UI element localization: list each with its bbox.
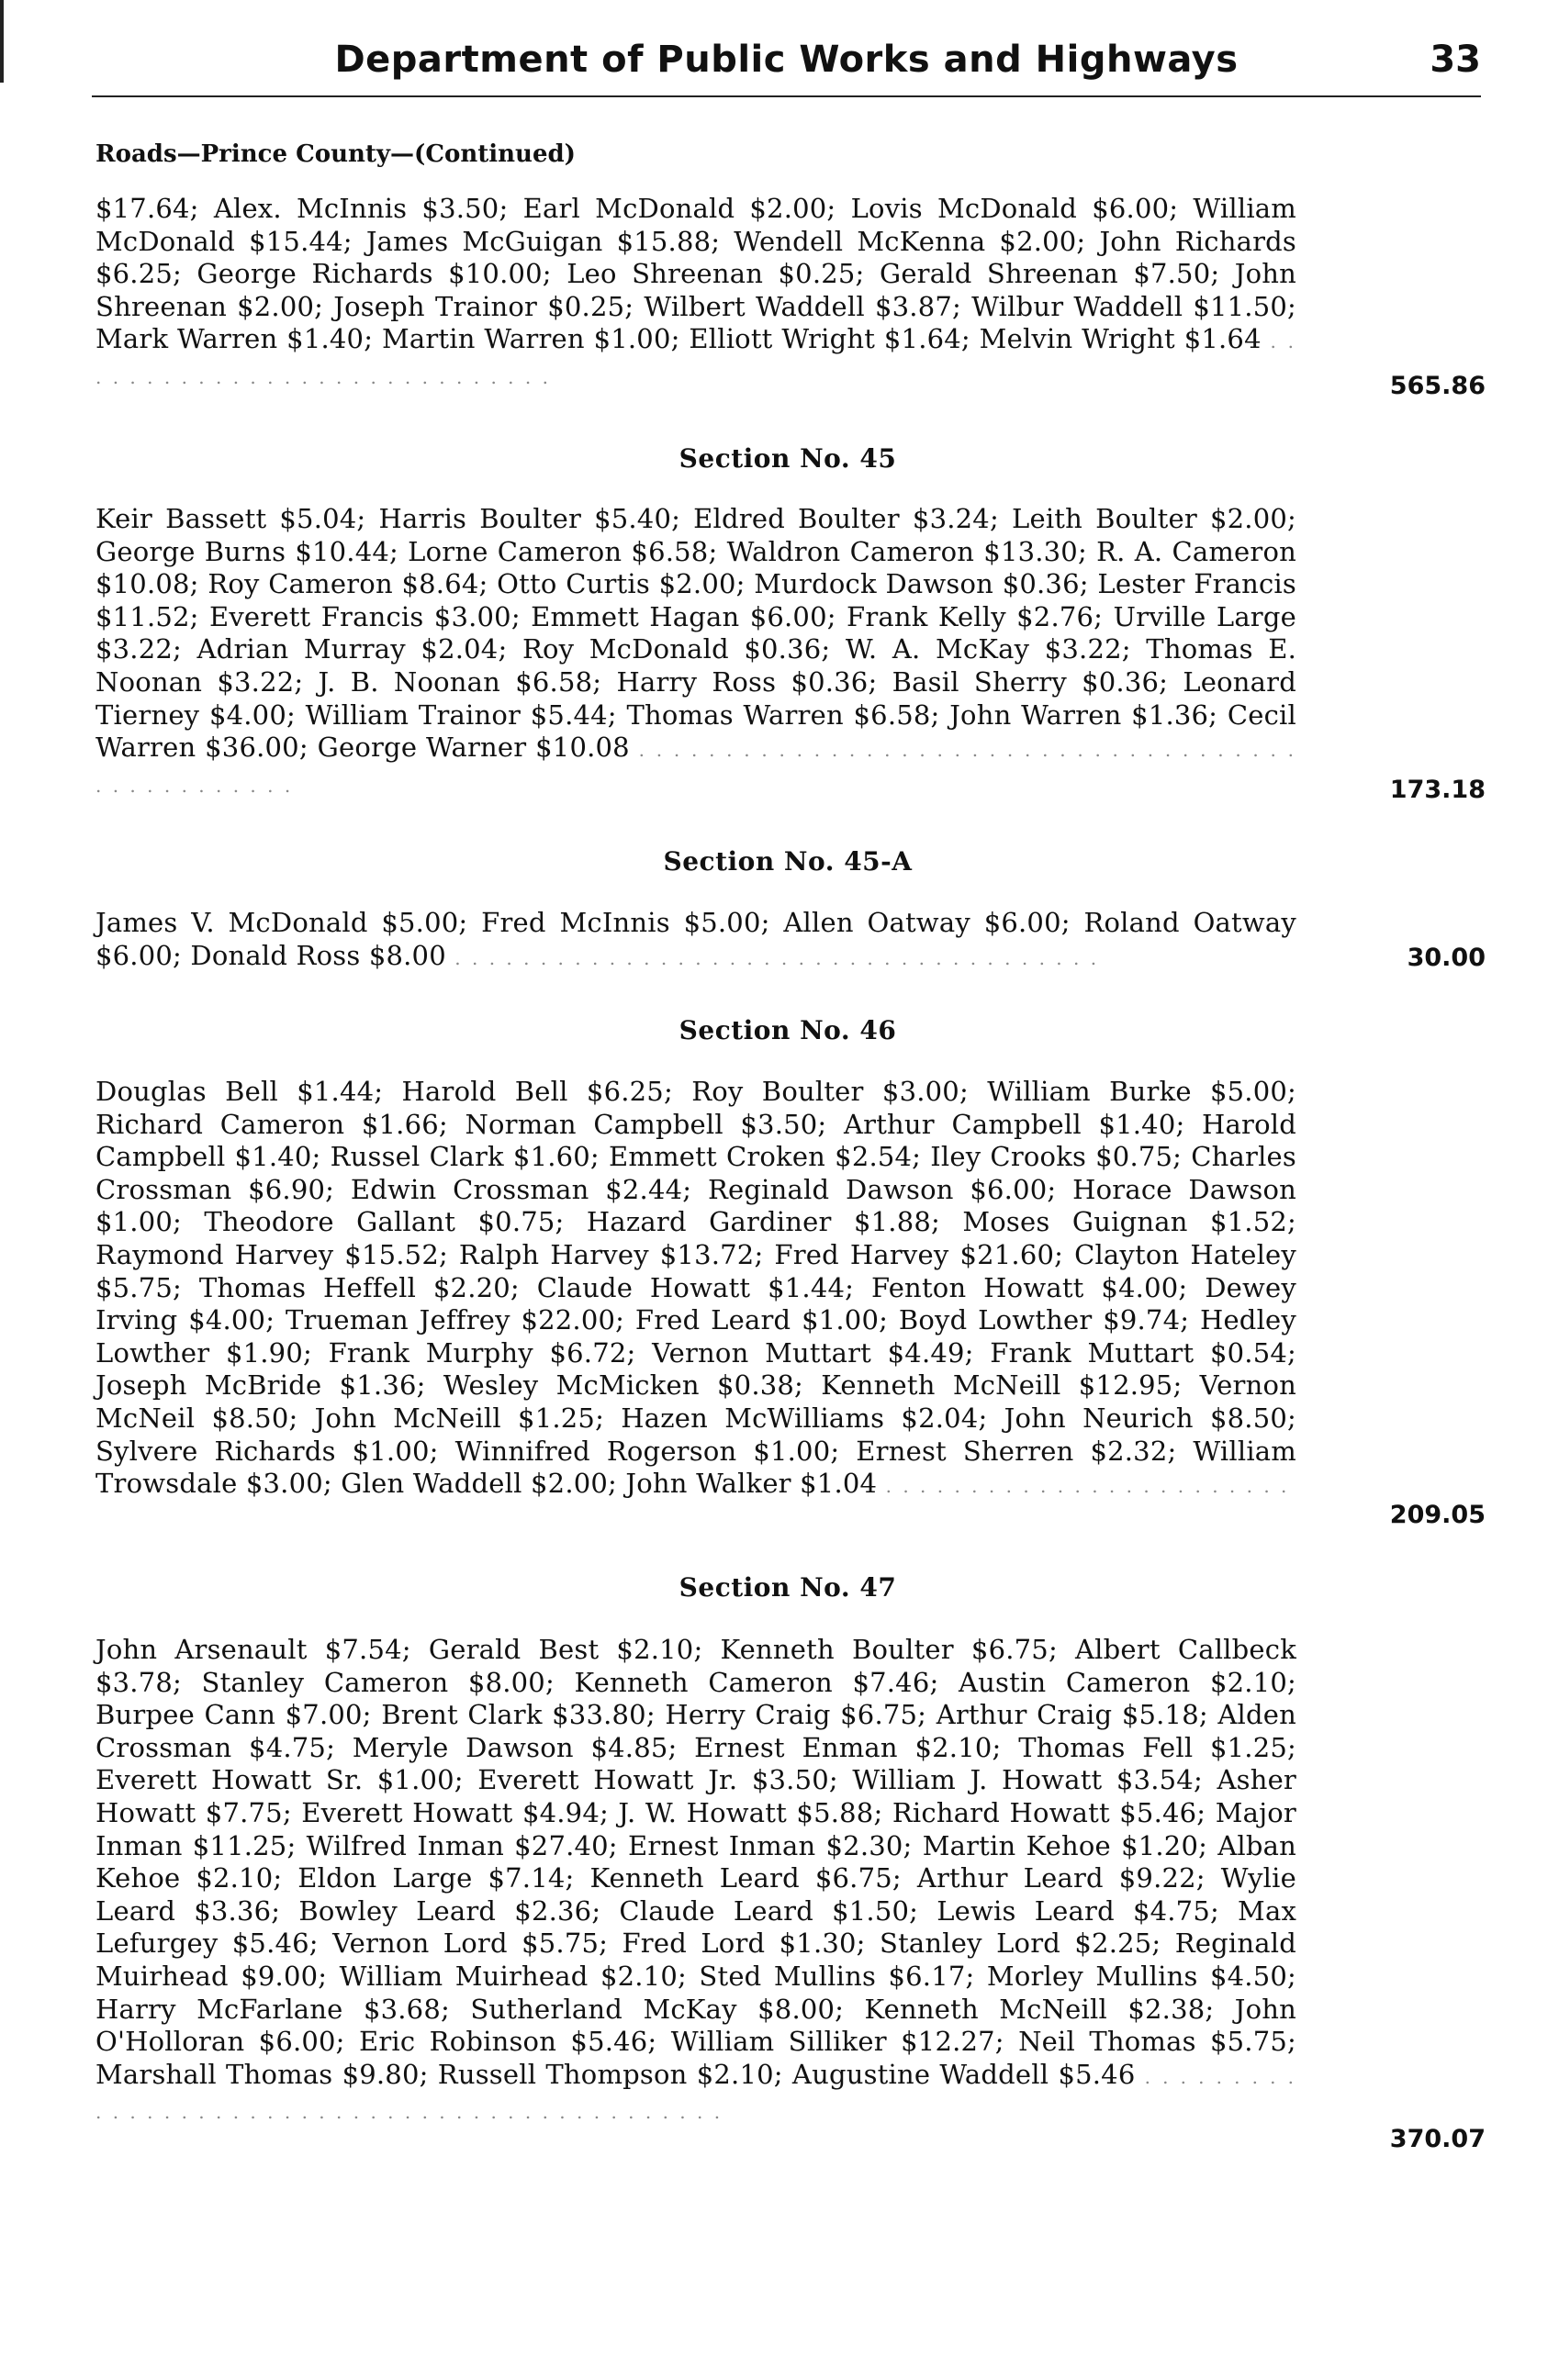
header-rule xyxy=(92,95,1481,97)
dot-leader: . . . . . . . . . . . . . . . . . . . . . . . . . . . . . . . . . . . . . . xyxy=(454,946,1100,969)
dot-leader: . . . . . . . . . . . . . . . . . . . . . . . . . . . . . xyxy=(95,330,1297,388)
entry-section-45 xyxy=(95,503,1296,802)
entry-section-47 xyxy=(95,1634,1296,2129)
entry-continued xyxy=(95,193,1296,395)
entry-section-46 xyxy=(95,1076,1296,1503)
section-heading: Section No. 45-A xyxy=(663,846,913,877)
entry-text: Douglas Bell $1.44; Harold Bell $6.25; Roy Boulter $3.00; William Burke $5.00; Richard Cameron $1.66; Norman Campbell $3.50; Arthur Campbell $1.40; Harold Campbell $1.40; Russel Clark $1.60; Emmett Croken $2.54; Iley Crooks $0.75; Charles Crossman $6.90; Edwin Crossman $2.44; Reginald Dawson $6.00; Horace Dawson $1.00; Theodore Gallant $0.75; Hazard Gardiner $1.88; Moses Guignan $1.52; Raymond Harvey $15.52; Ralph Harvey $13.72; Fred Harvey $21.60; Clayton Hateley $5.75; Thomas Heffell $2.20; Claude Howatt $1.44; Fenton Howatt $4.00; Dewey Irving $4.00; Trueman Jeffrey $22.00; Fred Leard $1.00; Boyd Lowther $9.74; Hedley Lowther $1.90; Frank Murphy $6.72; Vernon Muttart $4.49; Frank Muttart $0.54; Joseph McBride $1.36; Wesley McMicken $0.38; Kenneth McNeill $12.95; Vernon McNeil $8.50; John McNeill $1.25; Hazen McWilliams $2.04; John Neurich $8.50; Sylvere Richards $1.00; Winnifred Rogerson $1.00; Ernest Sherren $2.32; William Trowsdale $3.00; Glen Waddell $2.00; John Walker $1.04 xyxy=(95,1076,1296,1500)
entry-text: John Arsenault $7.54; Gerald Best $2.10; Kenneth Boulter $6.75; Albert Callbeck $3.78; Stanley Cameron $8.00; Kenneth Cameron $7.46; Austin Cameron $2.10; Burpee Cann $7.00; Brent Clark $33.80; Herry Craig $6.75; Arthur Craig $5.18; Alden Crossman $4.75; Meryle Dawson $4.85; Ernest Enman $2.10; Thomas Fell $1.25; Everett Howatt Sr. $1.00; Everett Howatt Jr. $3.50; William J. Howatt $3.54; Asher Howatt $7.75; Everett Howatt $4.94; J. W. Howatt $5.88; Richard Howatt $5.46; Major Inman $11.25; Wilfred Inman $27.40; Ernest Inman $2.30; Martin Kehoe $1.20; Alban Kehoe $2.10; Eldon Large $7.14; Kenneth Leard $6.75; Arthur Leard $9.22; Wylie Leard $3.36; Bowley Leard $2.36; Claude Leard $1.50; Lewis Leard $4.75; Max Lefurgey $5.46; Vernon Lord $5.75; Fred Lord $1.30; Stanley Lord $2.25; Reginald Muirhead $9.00; William Muirhead $2.10; Sted Mullins $6.17; Morley Mullins $4.50; Harry McFarlane $3.68; Sutherland McKay $8.00; Kenneth McNeill $2.38; John O'Holloran $6.00; Eric Robinson $5.46; William Silliker $12.27; Neil Thomas $5.75; Marshall Thomas $9.80; Russell Thompson $2.10; Augustine Waddell $5.46 xyxy=(95,1634,1296,2090)
section-heading: Section No. 45 xyxy=(679,443,897,474)
entry-total: 370.07 xyxy=(1389,2125,1486,2153)
entry-total: 30.00 xyxy=(1407,944,1486,972)
dot-leader: . . . . . . . . . . . . . . . . . . . . . . . . . . . . . . . . . . . . . . . . . . . . . . xyxy=(95,2065,1296,2124)
dot-leader: . . . . . . . . . . . . . . . . . . . . . . . . . . . . . . . . . . . . . . . . . . . . . . . . . . xyxy=(95,739,1296,797)
entry-section-45a xyxy=(95,907,1296,975)
page-title: Department of Public Works and Highways xyxy=(334,39,1239,81)
page-header xyxy=(92,33,1481,88)
running-head: Roads—Prince County—(Continued) xyxy=(95,140,576,168)
entry-text: James V. McDonald $5.00; Fred McInnis $5.00; Allen Oatway $6.00; Roland Oatway $6.00; Donald Ross $8.00 xyxy=(95,907,1296,971)
entry-total: 565.86 xyxy=(1389,372,1486,400)
entry-total: 209.05 xyxy=(1389,1501,1486,1529)
section-heading: Section No. 46 xyxy=(679,1015,897,1045)
section-heading: Section No. 47 xyxy=(679,1572,897,1603)
page-number: 33 xyxy=(1430,39,1481,81)
entry-text: Keir Bassett $5.04; Harris Boulter $5.40; Eldred Boulter $3.24; Leith Boulter $2.00; George Burns $10.44; Lorne Cameron $6.58; Waldron Cameron $13.30; R. A. Cameron $10.08; Roy Cameron $8.64; Otto Curtis $2.00; Murdock Dawson $0.36; Lester Francis $11.52; Everett Francis $3.00; Emmett Hagan $6.00; Frank Kelly $2.76; Urville Large $3.22; Adrian Murray $2.04; Roy McDonald $0.36; W. A. McKay $3.22; Thomas E. Noonan $3.22; J. B. Noonan $6.58; Harry Ross $0.36; Basil Sherry $0.36; Leonard Tierney $4.00; William Trainor $5.44; Thomas Warren $6.58; John Warren $1.36; Cecil Warren $36.00; George Warner $10.08 xyxy=(95,503,1296,764)
entry-text: $17.64; Alex. McInnis $3.50; Earl McDonald $2.00; Lovis McDonald $6.00; William McDonald $15.44; James McGuigan $15.88; Wendell McKenna $2.00; John Richards $6.25; George Richards $10.00; Leo Shreenan $0.25; Gerald Shreenan $7.50; John Shreenan $2.00; Joseph Trainor $0.25; Wilbert Waddell $3.87; Wilbur Waddell $11.50; Mark Warren $1.40; Martin Warren $1.00; Elliott Wright $1.64; Melvin Wright $1.64 xyxy=(95,193,1296,355)
scan-edge-mark xyxy=(0,0,4,83)
dot-leader: . . . . . . . . . . . . . . . . . . . . . . . . xyxy=(885,1475,1290,1498)
entry-total: 173.18 xyxy=(1389,776,1486,804)
